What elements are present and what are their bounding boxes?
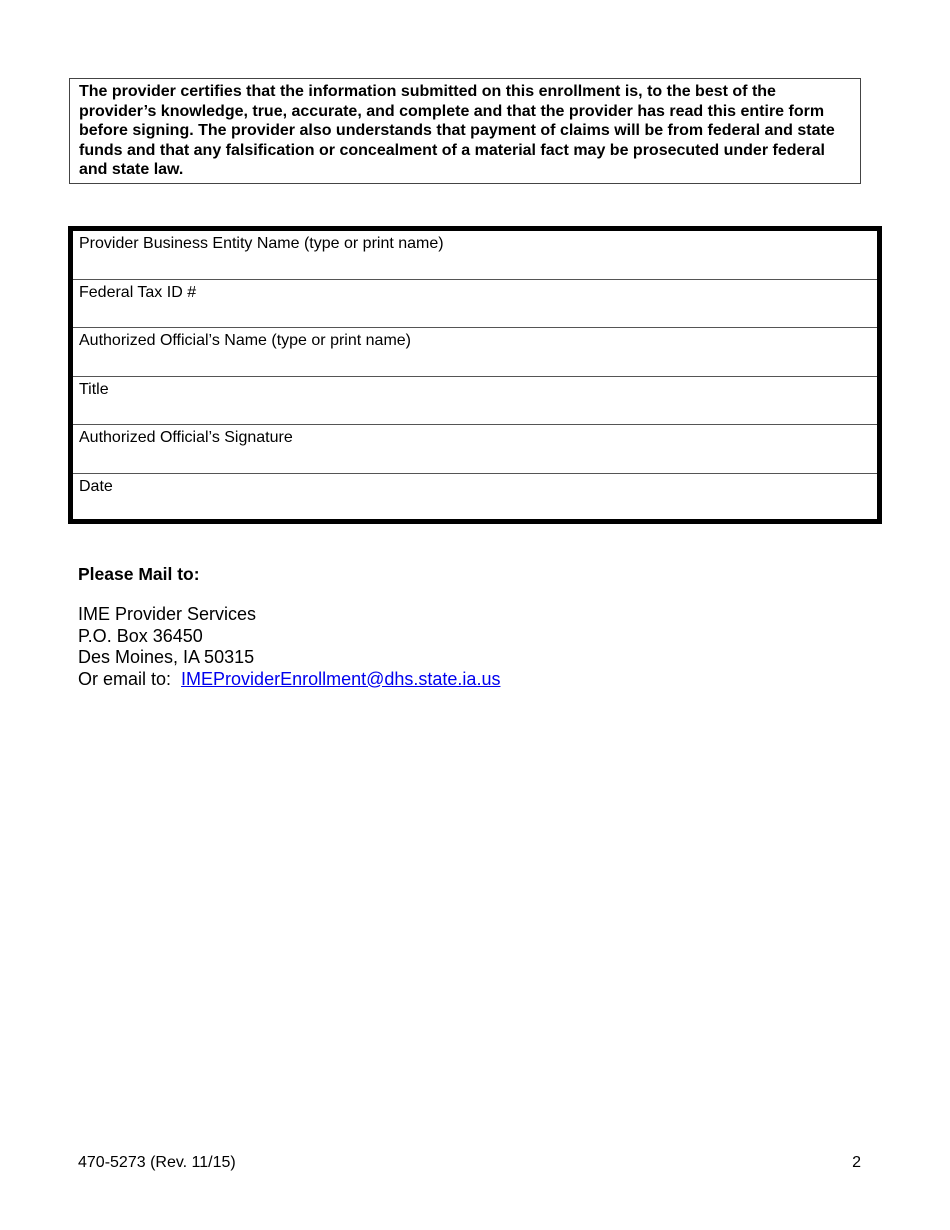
- certification-statement: [69, 78, 861, 184]
- form-number: 470-5273 (Rev. 11/15): [78, 1154, 236, 1171]
- field-federal-tax-id[interactable]: [73, 280, 877, 329]
- field-label: Provider Business Entity Name (type or print name): [79, 235, 444, 252]
- mail-heading: Please Mail to:: [78, 564, 200, 584]
- mailing-address: [78, 604, 500, 690]
- address-line-3: Des Moines, IA 50315: [78, 647, 255, 667]
- field-label: Title: [79, 380, 109, 398]
- page-number: 2: [852, 1154, 861, 1171]
- email-line: [78, 669, 500, 691]
- field-official-signature[interactable]: [73, 425, 877, 474]
- field-business-entity-name[interactable]: [73, 231, 877, 280]
- signature-table: [68, 226, 882, 524]
- address-line-2: P.O. Box 36450: [78, 625, 203, 646]
- email-prefix: Or email to:: [78, 668, 172, 689]
- field-date[interactable]: [73, 474, 877, 523]
- field-label: Federal Tax ID #: [79, 283, 197, 301]
- certification-text: The provider certifies that the information submitted on this enrollment is, to the best of the provider’s knowledge, true, accurate, and complete and that the provider has read this entire form before signing. The provider also understands that payment of claims will be from federal and state funds and that any falsification or concealment of a material fact may be prosecuted under federal and state law.: [79, 83, 835, 178]
- email-link[interactable]: IMEProviderEnrollment@dhs.state.ia.us: [181, 668, 501, 689]
- field-label: Authorized Official’s Signature: [79, 429, 293, 446]
- field-label: Date: [79, 477, 113, 495]
- field-official-name[interactable]: [73, 328, 877, 377]
- field-title[interactable]: [73, 377, 877, 426]
- field-label: Authorized Official’s Name (type or print name): [79, 332, 411, 349]
- address-line-1: IME Provider Services: [78, 604, 257, 624]
